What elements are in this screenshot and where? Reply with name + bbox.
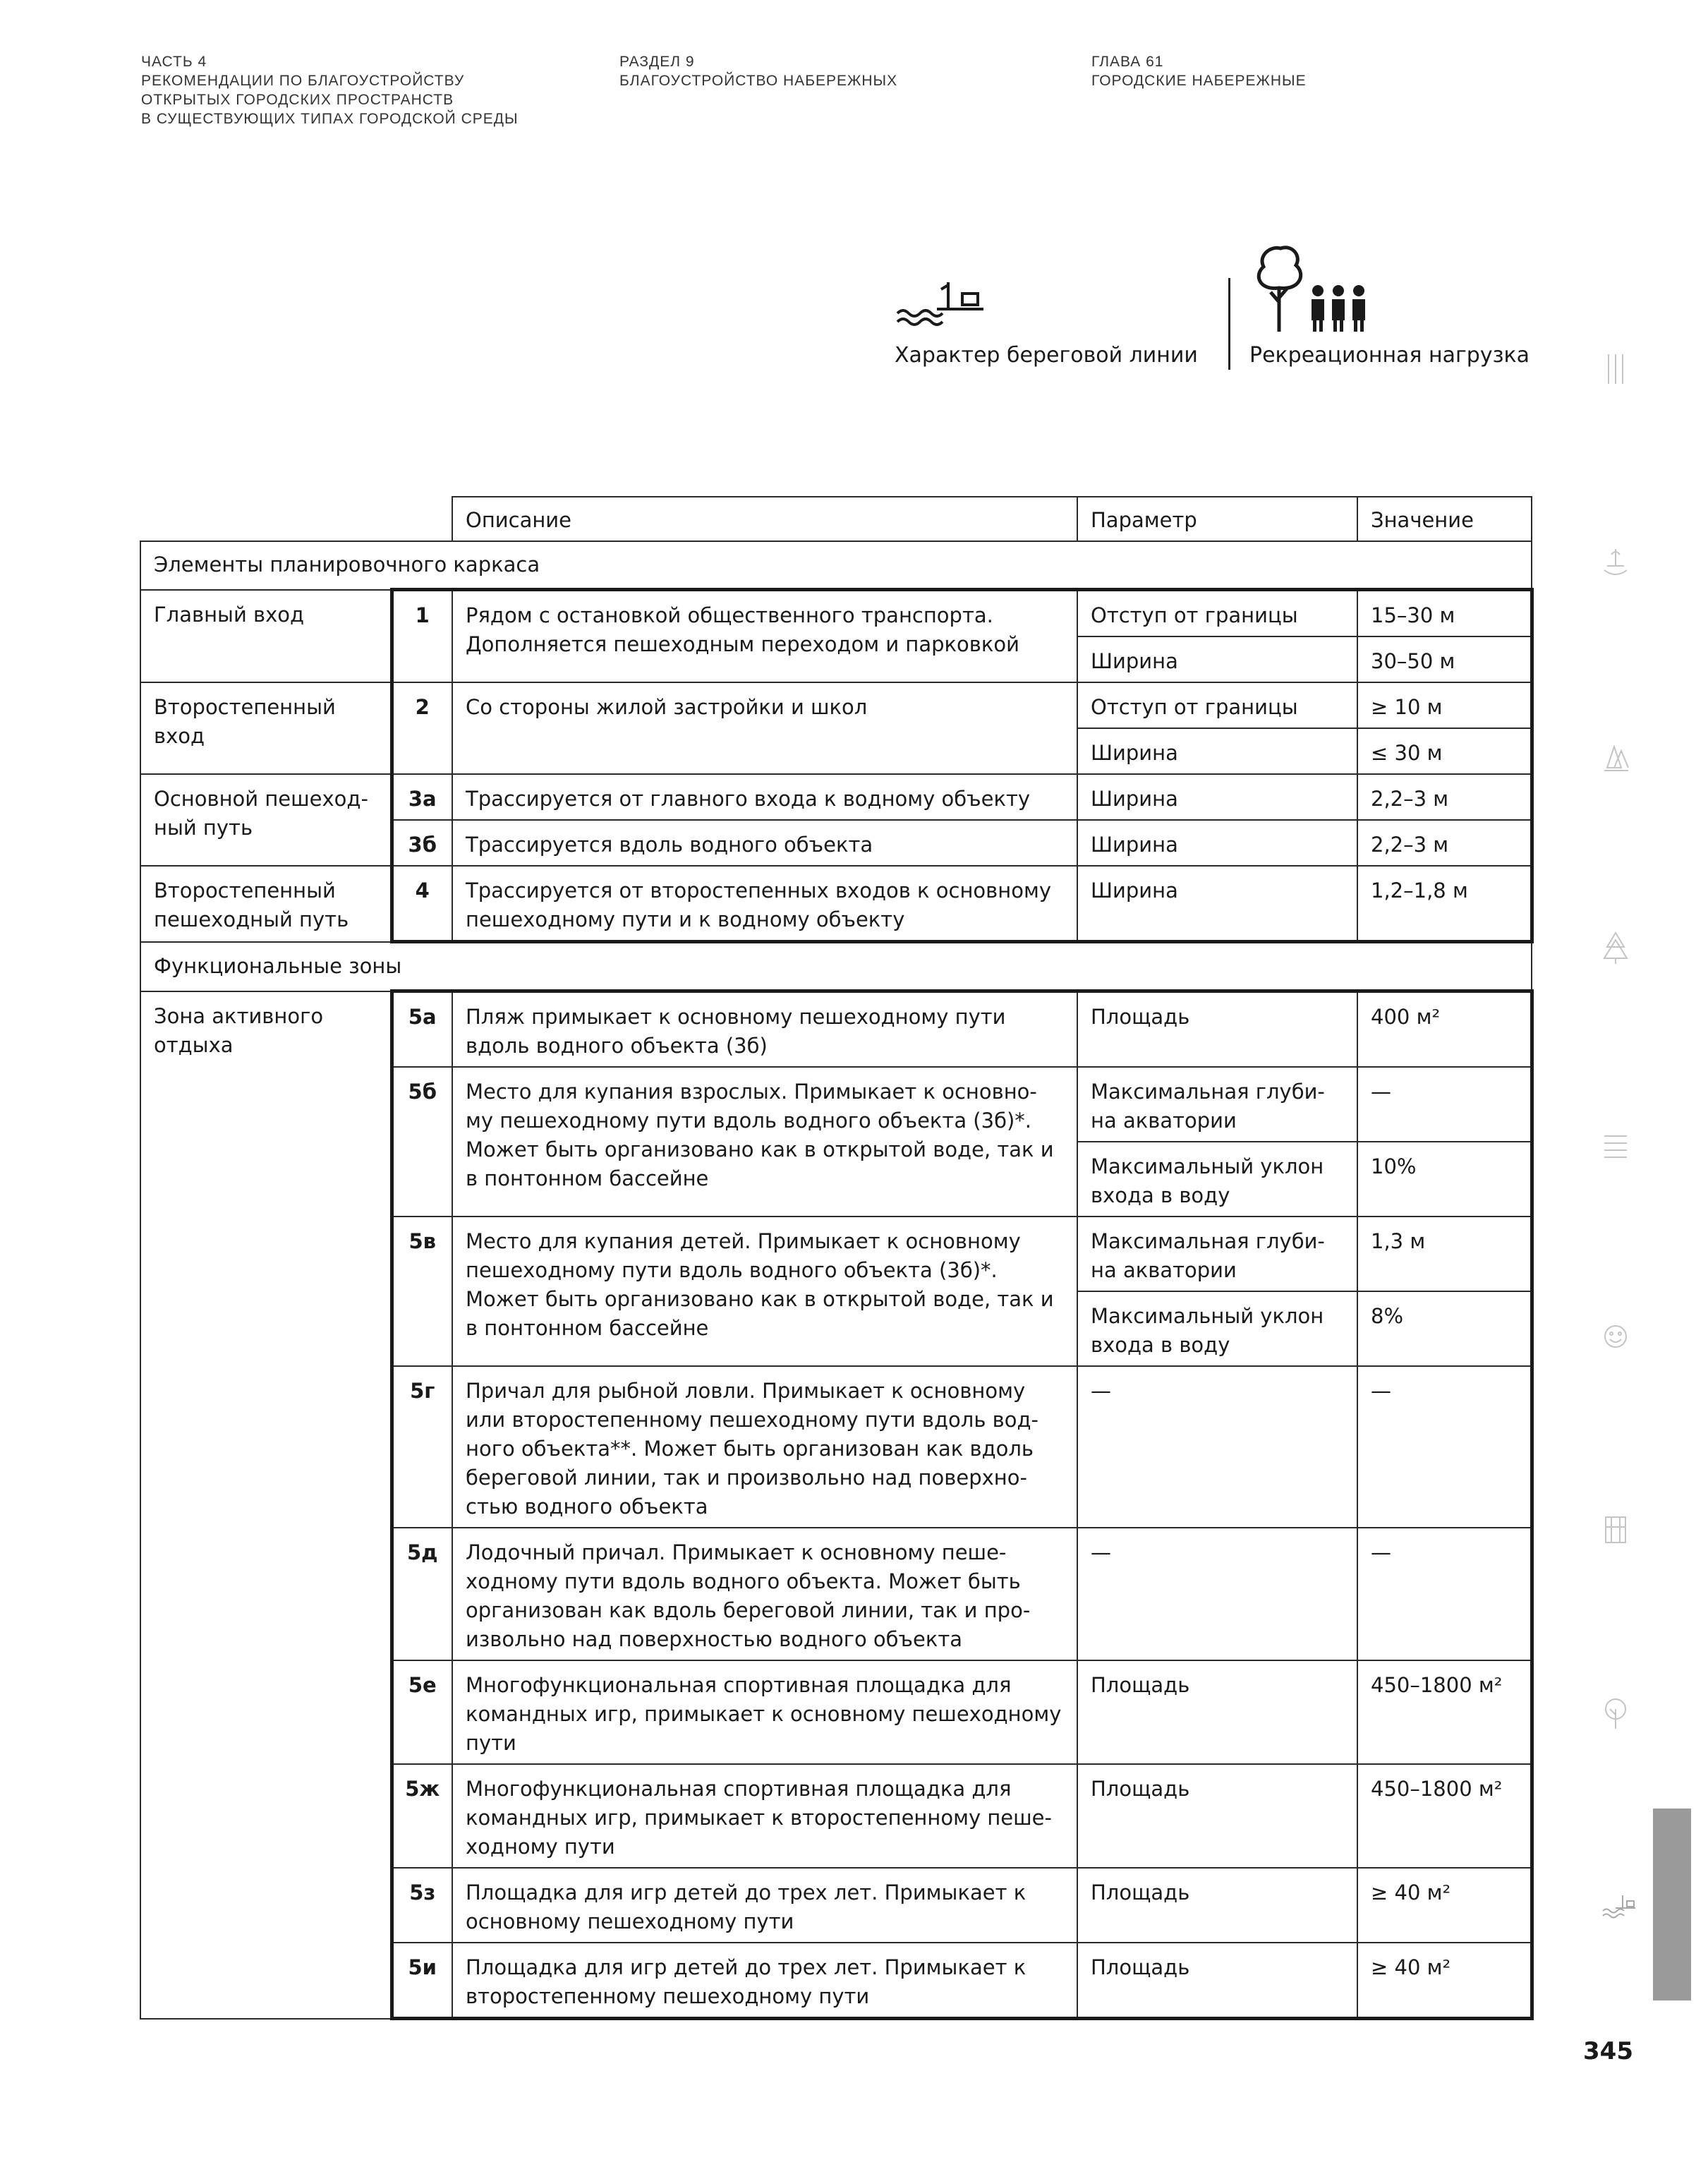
chapter-tab [1653, 1809, 1691, 2000]
param-name: Ширина [1077, 636, 1357, 682]
param-name: Площадь [1077, 1868, 1357, 1943]
item-number: 5и [392, 1943, 452, 2019]
item-description: Пляж примыкает к основному пешеходному пути вдоль водного объекта (3б) [452, 991, 1077, 1068]
param-name: Максимальный уклон входа в воду [1077, 1142, 1357, 1217]
item-description: Трассируется вдоль водного объекта [452, 820, 1077, 866]
table-row [140, 590, 1532, 637]
param-value: 400 м² [1357, 991, 1532, 1068]
header-part-line: ЧАСТЬ 4 [141, 54, 207, 70]
param-name: Максимальная глуби-на акватории [1077, 1217, 1357, 1291]
item-number: 5ж [392, 1764, 452, 1868]
tree-icon [1601, 930, 1630, 965]
table-row [140, 774, 1532, 820]
param-value: 1,2–1,8 м [1357, 866, 1532, 942]
smiley-icon [1601, 1318, 1630, 1353]
param-name: Максимальный уклон входа в воду [1077, 1291, 1357, 1366]
item-description: Трассируется от второстепенных входов к основному пешеходному пути и к водному объекту [452, 866, 1077, 942]
param-value: 15–30 м [1357, 590, 1532, 637]
shoreline-pier-icon [1601, 1891, 1637, 1919]
param-value: 30–50 м [1357, 636, 1532, 682]
element-name: Главный вход [140, 590, 392, 683]
param-name: Ширина [1077, 820, 1357, 866]
item-description: Трассируется от главного входа к водному объекту [452, 774, 1077, 820]
table-header-row [140, 497, 1532, 541]
parameters-table [140, 496, 1534, 2020]
param-name: Максимальная глуби-на акватории [1077, 1067, 1357, 1142]
param-name: Отступ от границы [1077, 682, 1357, 728]
item-description: Место для купания детей. Примыкает к основному пешеходному пути вдоль водного объекта (3б)*. Может быть организовано как в открытой воде, так и в понтонном бассейне [452, 1217, 1077, 1366]
param-name: — [1077, 1528, 1357, 1660]
param-value: 8% [1357, 1291, 1532, 1366]
header-part-line: РЕКОМЕНДАЦИИ ПО БЛАГОУСТРОЙСТВУ [141, 73, 465, 89]
item-number: 5а [392, 991, 452, 1068]
column-header-value: Значение [1357, 497, 1532, 541]
item-number: 3б [392, 820, 452, 866]
item-number: 5е [392, 1660, 452, 1764]
param-value: 450–1800 м² [1357, 1764, 1532, 1868]
legend-label-recreation: Рекреационная нагрузка [1249, 343, 1530, 368]
param-value: 2,2–3 м [1357, 774, 1532, 820]
header-chapter [1091, 52, 1307, 90]
building-icon [1601, 1511, 1630, 1547]
param-value: ≥ 10 м [1357, 682, 1532, 728]
param-value: ≥ 40 м² [1357, 1943, 1532, 2019]
param-value: ≤ 30 м [1357, 728, 1532, 774]
fountain-icon [1601, 545, 1630, 580]
param-value: 450–1800 м² [1357, 1660, 1532, 1764]
section-row [140, 541, 1532, 590]
param-name: Площадь [1077, 991, 1357, 1068]
param-value: ≥ 40 м² [1357, 1868, 1532, 1943]
header-part-line: В СУЩЕСТВУЮЩИХ ТИПАХ ГОРОДСКОЙ СРЕДЫ [141, 111, 519, 127]
param-name: Ширина [1077, 866, 1357, 942]
header-section [619, 52, 897, 90]
param-value: — [1357, 1067, 1532, 1142]
section-title: Элементы планировочного каркаса [140, 541, 1532, 590]
param-name: — [1077, 1366, 1357, 1528]
table-row [140, 682, 1532, 728]
item-description: Причал для рыбной ловли. Примыкает к основному или второстепенному пешеходному пути вдоль вод-ного объекта**. Может быть организован как вдоль береговой линии, так и произвольно над поверхно-стью водного объекта [452, 1366, 1077, 1528]
tree-people-icon [1251, 241, 1371, 333]
param-name: Площадь [1077, 1660, 1357, 1764]
item-number: 3а [392, 774, 452, 820]
item-description: Со стороны жилой застройки и школ [452, 682, 1077, 774]
item-description: Рядом с остановкой общественного транспорта. Дополняется пешеходным переходом и парковкой [452, 590, 1077, 683]
tree-round-icon [1601, 1695, 1630, 1730]
header-chapter-line: ГЛАВА 61 [1091, 54, 1164, 70]
param-name: Отступ от границы [1077, 590, 1357, 637]
param-name: Ширина [1077, 728, 1357, 774]
header-part [141, 52, 519, 128]
page-number: 345 [1583, 2037, 1633, 2065]
header-part-line: ОТКРЫТЫХ ГОРОДСКИХ ПРОСТРАНСТВ [141, 92, 454, 108]
section-row [140, 942, 1532, 991]
item-number: 2 [392, 682, 452, 774]
shoreline-pier-icon [895, 277, 986, 333]
param-name: Ширина [1077, 774, 1357, 820]
param-value: — [1357, 1366, 1532, 1528]
item-description: Лодочный причал. Примыкает к основному пеше-ходному пути вдоль водного объекта. Может быть организован как вдоль береговой линии, так и про-извольно над поверхностью водного объекта [452, 1528, 1077, 1660]
element-name: Зона активного отдыха [140, 991, 392, 2019]
section-title: Функциональные зоны [140, 942, 1532, 991]
element-name: Основной пешеход-ный путь [140, 774, 392, 866]
item-number: 1 [392, 590, 452, 683]
item-number: 5г [392, 1366, 452, 1528]
table-corner [140, 497, 452, 541]
stripes-icon [1601, 1128, 1630, 1163]
lines-icon [1601, 351, 1630, 387]
element-name: Второстепенный пешеходный путь [140, 866, 392, 942]
item-description: Многофункциональная спортивная площадка для командных игр, примыкает к второстепенному пеше-ходному пути [452, 1764, 1077, 1868]
forest-icon [1601, 740, 1630, 775]
item-number: 5д [392, 1528, 452, 1660]
param-value: 10% [1357, 1142, 1532, 1217]
legend-divider [1228, 278, 1230, 370]
param-value: — [1357, 1528, 1532, 1660]
item-description: Место для купания взрослых. Примыкает к основно-му пешеходному пути вдоль водного объекта (3б)*. Может быть организовано как в открытой воде, так и в понтонном бассейне [452, 1067, 1077, 1217]
column-header-parameter: Параметр [1077, 497, 1357, 541]
item-description: Площадка для игр детей до трех лет. Примыкает к второстепенному пешеходному пути [452, 1943, 1077, 2019]
element-name: Второстепенный вход [140, 682, 392, 774]
header-section-line: РАЗДЕЛ 9 [619, 54, 695, 70]
column-header-description: Описание [452, 497, 1077, 541]
table-row [140, 991, 1532, 1068]
param-name: Площадь [1077, 1764, 1357, 1868]
item-number: 4 [392, 866, 452, 942]
item-description: Многофункциональная спортивная площадка для командных игр, примыкает к основному пешеходному пути [452, 1660, 1077, 1764]
table-row [140, 866, 1532, 942]
param-value: 2,2–3 м [1357, 820, 1532, 866]
item-number: 5б [392, 1067, 452, 1217]
header-chapter-line: ГОРОДСКИЕ НАБЕРЕЖНЫЕ [1091, 73, 1307, 89]
param-name: Площадь [1077, 1943, 1357, 2019]
legend-label-shoreline: Характер береговой линии [895, 343, 1198, 368]
item-number: 5з [392, 1868, 452, 1943]
item-description: Площадка для игр детей до трех лет. Примыкает к основному пешеходному пути [452, 1868, 1077, 1943]
param-value: 1,3 м [1357, 1217, 1532, 1291]
item-number: 5в [392, 1217, 452, 1366]
header-section-line: БЛАГОУСТРОЙСТВО НАБЕРЕЖНЫХ [619, 73, 898, 89]
